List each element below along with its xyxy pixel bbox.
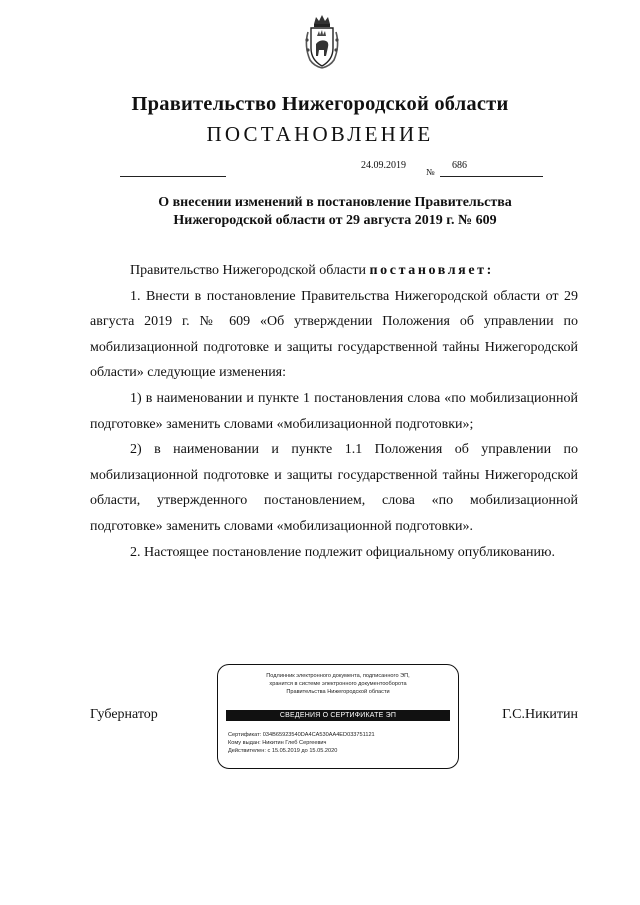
subject-line-1: О внесении изменений в постановление Правительства	[158, 195, 512, 210]
intro-text: Правительство Нижегородской области	[130, 263, 370, 278]
e-signature-stamp	[217, 664, 459, 769]
valid-row	[228, 747, 375, 755]
document-date: 24.09.2019	[361, 160, 406, 171]
date-underline-left	[120, 176, 226, 177]
number-underline	[440, 176, 543, 177]
number-sign: №	[426, 167, 435, 177]
cert-row	[228, 731, 375, 739]
item-2: 2. Настоящее постановление подлежит официальному опубликованию.	[130, 544, 555, 560]
valid-label: Действителен:	[228, 748, 266, 754]
owner-label: Кому выдан:	[228, 740, 261, 746]
intro-emphasis: постановляет:	[369, 263, 494, 278]
coat-of-arms-icon	[302, 14, 342, 70]
owner-row	[228, 739, 375, 747]
stamp-note-line-3: Правительства Нижегородской области	[286, 689, 390, 695]
intro-paragraph	[90, 258, 578, 284]
cert-label: Сертификат:	[228, 732, 262, 738]
document-body	[90, 258, 578, 565]
stamp-band: СВЕДЕНИЯ О СЕРТИФИКАТЕ ЭП	[226, 710, 450, 721]
subject-line-2: Нижегородской области от 29 августа 2019 г. № 609	[173, 213, 497, 228]
document-type: ПОСТАНОВЛЕНИЕ	[206, 122, 434, 146]
organization-title: Правительство Нижегородской области	[131, 93, 509, 115]
signer-position: Губернатор	[90, 707, 158, 722]
owner-value: Никитин Глеб Сергеевич	[262, 740, 327, 746]
valid-value: с 15.05.2019 до 15.05.2020	[267, 748, 338, 754]
signer-name: Г.С.Никитин	[502, 707, 578, 722]
item-1-1: 1) в наименовании и пункте 1 постановления слова «по мобилизационной подготовке» заменить словами «мобилизационной подготовки»;	[90, 390, 578, 432]
cert-value: 034B65923540DA4CA530AA4ED033751121	[262, 732, 375, 738]
document-subject	[90, 194, 580, 230]
document-number: 686	[452, 160, 467, 171]
item-1-2: 2) в наименовании и пункте 1.1 Положения об управлении по мобилизационной подготовке и защиты государственной тайны Нижегородской области, утвержденного постановлением, слова «по мобилизационной подготовке» заменить словами «мобилизационной подготовки».	[90, 442, 578, 534]
item-1: 1. Внести в постановление Правительства Нижегородской области от 29 августа 2019 г. № 609 «Об утверждении Положения об управлении по мобилизационной подготовке и защиты государственной тайны Нижегородской области» следующие изменения:	[90, 288, 578, 381]
stamp-cert-info	[228, 731, 375, 755]
stamp-note-line-2: хранится в системе электронного документооборота	[269, 681, 407, 687]
stamp-note-line-1: Подлинник электронного документа, подписанного ЭП,	[266, 673, 410, 679]
stamp-note	[218, 672, 458, 696]
